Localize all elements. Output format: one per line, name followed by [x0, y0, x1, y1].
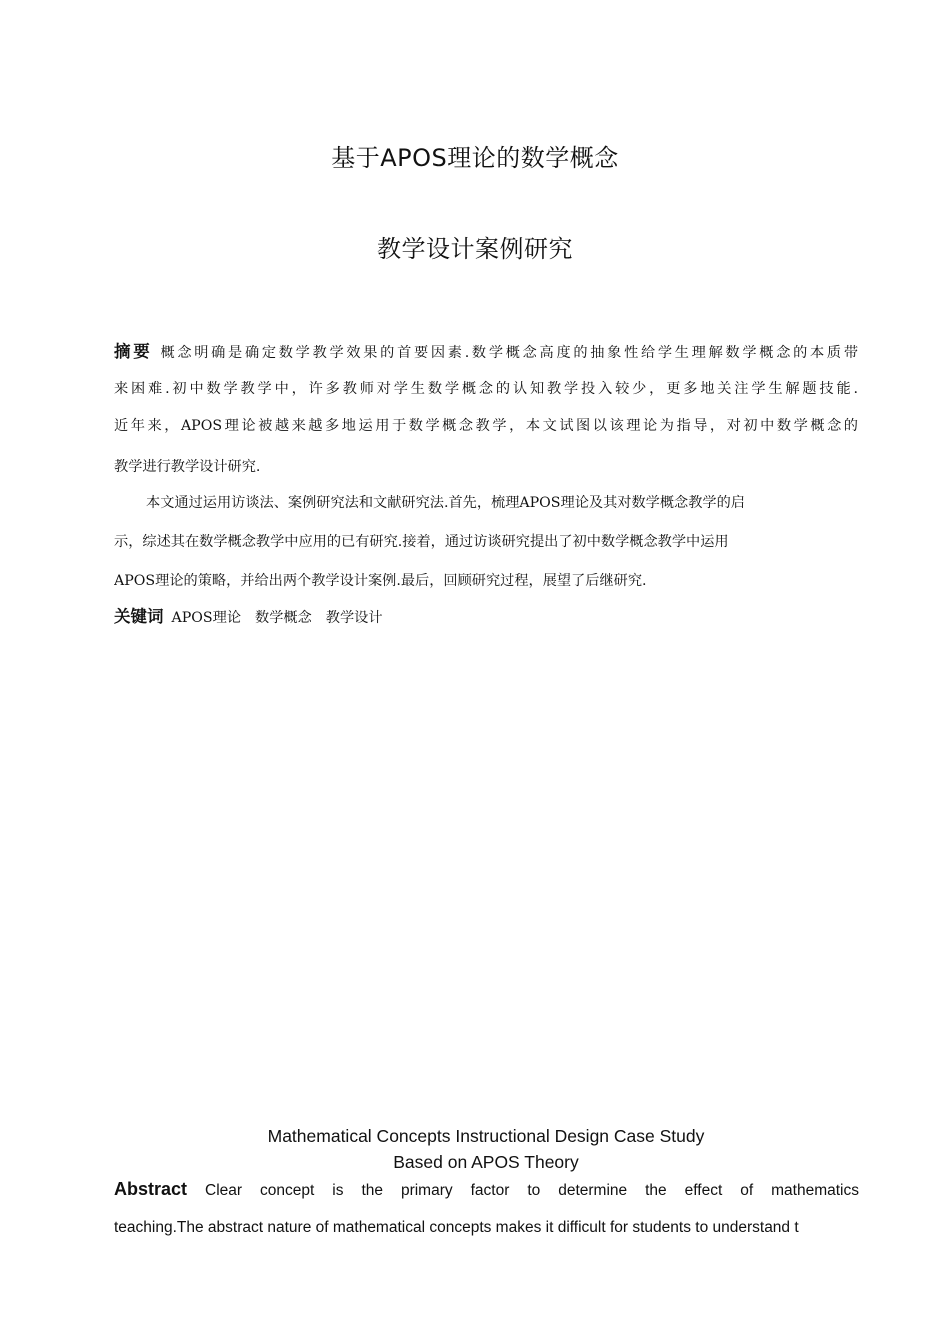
- abstract-cn-p2-line-2: 示，综述其在数学概念教学中应用的已有研究.接着，通过访谈研究提出了初中数学概念教学中运用: [114, 534, 729, 550]
- keyword-term: 数学概念: [255, 610, 312, 626]
- english-title-line-2: Based on APOS Theory: [393, 1152, 579, 1172]
- keywords-cn: [114, 605, 858, 630]
- page-title-line-2: 教学设计案例研究: [377, 235, 573, 263]
- abstract-cn-line-2: 来困难.初中数学教学中，许多教师对学生数学概念的认知教学投入较少，更多地关注学生解题技能.: [114, 381, 858, 397]
- keyword-term: APOS理论: [171, 610, 242, 626]
- abstract-cn-text: 概念明确是确定数学教学效果的首要因素.数学概念高度的抽象性给学生理解数学概念的本质带: [160, 345, 858, 361]
- keywords-cn-label: 关键词: [114, 607, 164, 626]
- abstract-cn-p2-line-1: 本文通过运用访谈法、案例研究法和文献研究法.首先，梳理APOS理论及其对数学概念教学的启: [146, 495, 745, 511]
- english-title-line-1: Mathematical Concepts Instructional Design Case Study: [267, 1126, 705, 1146]
- keyword-term: 教学设计: [325, 610, 383, 626]
- abstract-en-line-1: [114, 1177, 859, 1203]
- abstract-en-line-2: teaching.The abstract nature of mathematical concepts makes it difficult for students to understand t: [114, 1219, 799, 1236]
- abstract-cn-line-1: [114, 340, 858, 365]
- abstract-en-label: Abstract: [114, 1179, 188, 1199]
- abstract-cn-p2-line-3: APOS理论的策略，并给出两个教学设计案例.最后，回顾研究过程，展望了后继研究.: [114, 573, 647, 589]
- abstract-cn-line-3: 近年来，APOS理论被越来越多地运用于数学概念教学，本文试图以该理论为指导，对初中数学概念的: [114, 418, 858, 434]
- page-title-line-1: 基于APOS理论的数学概念: [331, 144, 619, 172]
- abstract-cn-line-4: 教学进行教学设计研究.: [114, 459, 261, 475]
- abstract-cn-label: 摘要: [114, 342, 153, 361]
- abstract-en-text: Clear concept is the primary factor to determine the effect of mathematics: [205, 1182, 859, 1199]
